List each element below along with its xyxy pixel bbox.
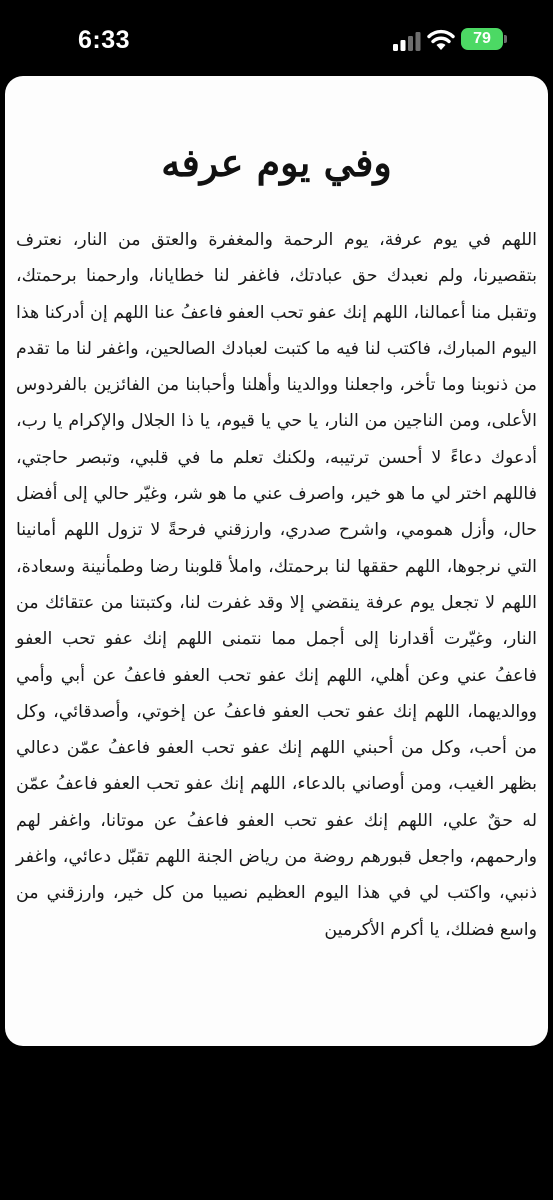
status-time: 6:33 (78, 26, 131, 54)
document-body: اللهم في يوم عرفة، يوم الرحمة والمغفرة والعتق من النار، نعترف بتقصيرنا، ولم نعبدك حق عبادتك، فاغفر لنا خطايانا، وارحمنا برحمتك، وتقبل منا أعمالنا، اللهم إنك عفو تحب العفو فاعفُ عنا اللهم إن أدركنا هذا اليوم المبارك، فاكتب لنا فيه ما كتبت لعبادك الصالحين، واغفر لنا ما تقدم من ذنوبنا وما تأخر، واجعلنا ووالدينا وأهلنا وأحبابنا من الفائزين بالفردوس الأعلى، ومن الناجين من النار، يا حي يا قيوم، يا ذا الجلال والإكرام يا رب، أدعوك دعاءً لا أحسن ترتيبه، ولكنك تعلم ما في قلبي، وتبصر حاجتي، فاللهم اختر لي ما هو خير، واصرف عني ما هو شر، وغيّر حالي إلى أفضل حال، وأزل همومي، واشرح صدري، وارزقني فرحةً لا تزول اللهم أمانينا التي نرجوها، اللهم حققها لنا برحمتك، واملأ قلوبنا رضا وطمأنينة وسعادة، اللهم لا تجعل يوم عرفة ينقضي إلا وقد غفرت لنا، وكتبتنا من عتقائك من النار، وغيّرت أقدارنا إلى أجمل مما نتمنى اللهم إنك عفو تحب العفو فاعفُ عني وعن أهلي، اللهم إنك عفو تحب العفو فاعفُ عن أبي وأمي ووالديهما، اللهم إنك عفو تحب العفو فاعفُ عن إخوتي، وأصدقائي، وكل من أحب، وكل من أحبني اللهم إنك عفو تحب العفو فاعفُ عمّن دعالي بظهر الغيب، ومن أوصاني بالدعاء، اللهم إنك عفو تحب العفو فاعفُ عمّن له حقٌ علي، اللهم إنك عفو تحب العفو فاعفُ عن موتانا، واغفر لهم وارحمهم، واجعل قبورهم روضة من رياض الجنة اللهم تقبّل دعائي، واغفر ذنبي، واكتب لي في هذا اليوم العظيم نصيبا من كل خير، وارزقني من واسع فضلك، يا أكرم الأكرمين (16, 230, 537, 940)
status-bar (0, 0, 553, 78)
document-title: وفي يوم عرفه (161, 140, 392, 185)
battery-level: 79 (473, 30, 491, 47)
battery-charging-icon (461, 28, 503, 50)
battery-cap (504, 35, 507, 43)
wifi-icon (427, 29, 455, 51)
signal-icon (393, 31, 421, 51)
